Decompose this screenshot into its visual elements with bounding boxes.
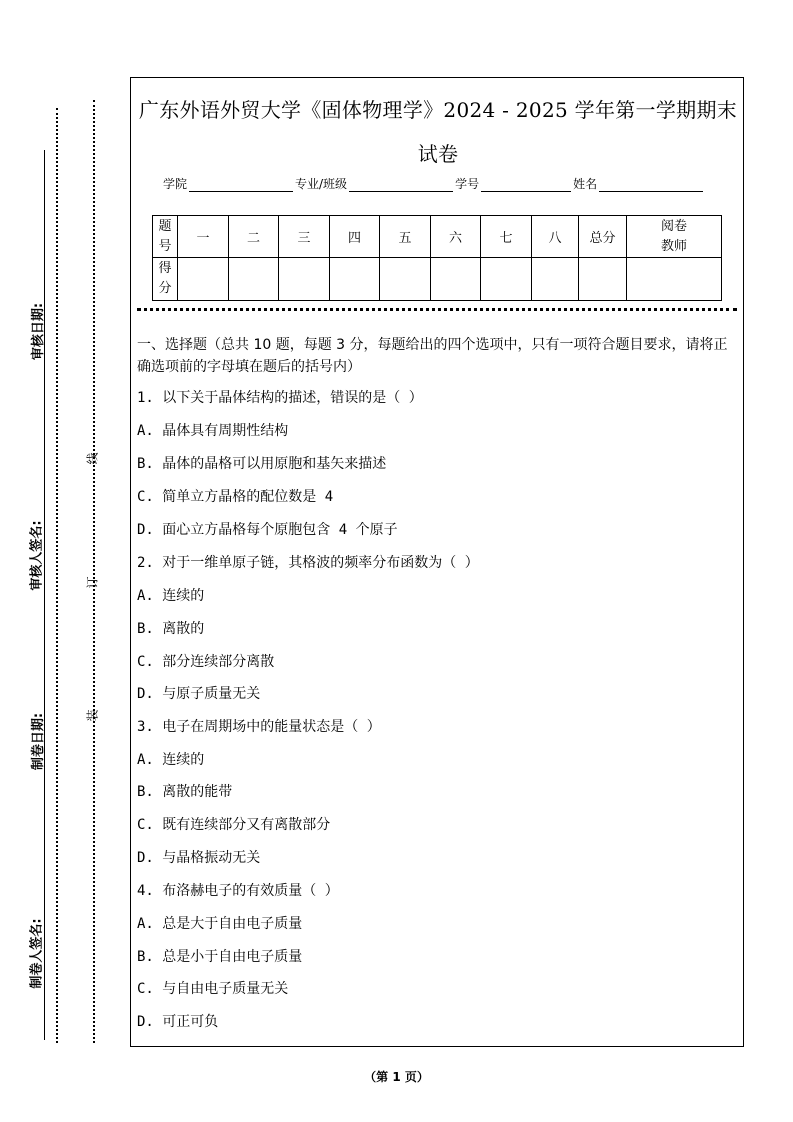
college-field[interactable] — [189, 179, 293, 192]
dotted-separator — [137, 308, 737, 311]
q4-option-a: A. 总是大于自由电子质量 — [137, 916, 303, 932]
q2-option-a: A. 连续的 — [137, 588, 205, 604]
score-cell[interactable] — [481, 258, 532, 301]
score-header-8: 八 — [532, 216, 579, 258]
q1-option-c: C. 简单立方晶格的配位数是 4 — [137, 489, 334, 505]
q3-option-c: C. 既有连续部分又有离散部分 — [137, 817, 331, 833]
q2-option-d: D. 与原子质量无关 — [137, 686, 261, 702]
q1-option-b: B. 晶体的晶格可以用原胞和基矢来描述 — [137, 456, 387, 472]
total-score-cell[interactable] — [579, 258, 627, 301]
compiler-signature-label: 制卷人签名: — [29, 918, 45, 989]
question-4-stem: 4. 布洛赫电子的有效质量（ ） — [137, 883, 339, 899]
score-cell[interactable] — [431, 258, 481, 301]
q4-option-d: D. 可正可负 — [137, 1014, 219, 1030]
q1-option-a: A. 晶体具有周期性结构 — [137, 423, 289, 439]
reviewer-signature-label: 审核人签名: — [29, 520, 45, 591]
q1-option-d: D. 面心立方晶格每个原胞包含 4 个原子 — [137, 522, 398, 538]
binding-mark-mount: 装 — [85, 709, 100, 722]
review-date-label: 审核日期: — [31, 302, 47, 361]
binding-dotted-line-inner — [93, 100, 95, 1043]
q3-option-d: D. 与晶格振动无关 — [137, 850, 261, 866]
q2-option-c: C. 部分连续部分离散 — [137, 654, 275, 670]
score-cell[interactable] — [178, 258, 229, 301]
score-cell[interactable] — [330, 258, 380, 301]
score-row-label: 得 分 — [153, 258, 178, 301]
q4-option-c: C. 与自由电子质量无关 — [137, 981, 289, 997]
question-2-stem: 2. 对于一维单原子链，其格波的频率分布函数为（ ） — [137, 555, 479, 571]
score-header-2: 二 — [229, 216, 279, 258]
score-header-4: 四 — [330, 216, 380, 258]
score-header-5: 五 — [380, 216, 431, 258]
binding-mark-line: 线 — [85, 452, 100, 465]
major-class-field[interactable] — [349, 179, 453, 192]
question-1-stem: 1. 以下关于晶体结构的描述，错误的是（ ） — [137, 390, 423, 406]
exam-frame — [130, 77, 744, 1047]
score-table — [152, 215, 722, 301]
score-header-1: 一 — [178, 216, 229, 258]
score-header-6: 六 — [431, 216, 481, 258]
score-cell[interactable] — [532, 258, 579, 301]
exam-title-line1: 广东外语外贸大学《固体物理学》2024 - 2025 学年第一学期期末 — [138, 98, 738, 122]
q3-option-b: B. 离散的能带 — [137, 784, 233, 800]
student-id-label: 学号 — [455, 177, 480, 191]
question-3-stem: 3. 电子在周期场中的能量状态是（ ） — [137, 719, 381, 735]
major-class-label: 专业/班级 — [295, 177, 348, 191]
page-number: （第 1 页） — [364, 1070, 429, 1084]
name-field[interactable] — [599, 179, 703, 192]
q3-option-a: A. 连续的 — [137, 752, 205, 768]
score-cell[interactable] — [279, 258, 330, 301]
compile-date-label: 制卷日期: — [31, 712, 47, 771]
student-id-field[interactable] — [481, 179, 571, 192]
grader-cell[interactable] — [627, 258, 722, 301]
total-score-header: 总分 — [579, 216, 627, 258]
exam-title — [131, 88, 745, 176]
score-header-3: 三 — [279, 216, 330, 258]
score-cell[interactable] — [380, 258, 431, 301]
section1-heading: 一、选择题（总共 10 题，每题 3 分，每题给出的四个选项中，只有一项符合题目要求，请将正确选项前的字母填在题后的括号内） — [137, 337, 728, 375]
score-cell[interactable] — [229, 258, 279, 301]
name-label: 姓名 — [573, 177, 598, 191]
grader-header: 阅卷 教师 — [627, 216, 722, 258]
question-number-header: 题 号 — [153, 216, 178, 258]
q2-option-b: B. 离散的 — [137, 621, 205, 637]
binding-mark-order: 订 — [85, 576, 100, 589]
exam-title-line2: 试卷 — [417, 142, 459, 166]
binding-solid-line — [44, 150, 45, 1040]
college-label: 学院 — [163, 177, 188, 191]
q4-option-b: B. 总是小于自由电子质量 — [137, 949, 303, 965]
student-info-row — [163, 175, 705, 192]
binding-dotted-line-outer — [56, 108, 58, 1043]
score-table-header-row — [153, 216, 722, 258]
score-header-7: 七 — [481, 216, 532, 258]
score-table-score-row — [153, 258, 722, 301]
